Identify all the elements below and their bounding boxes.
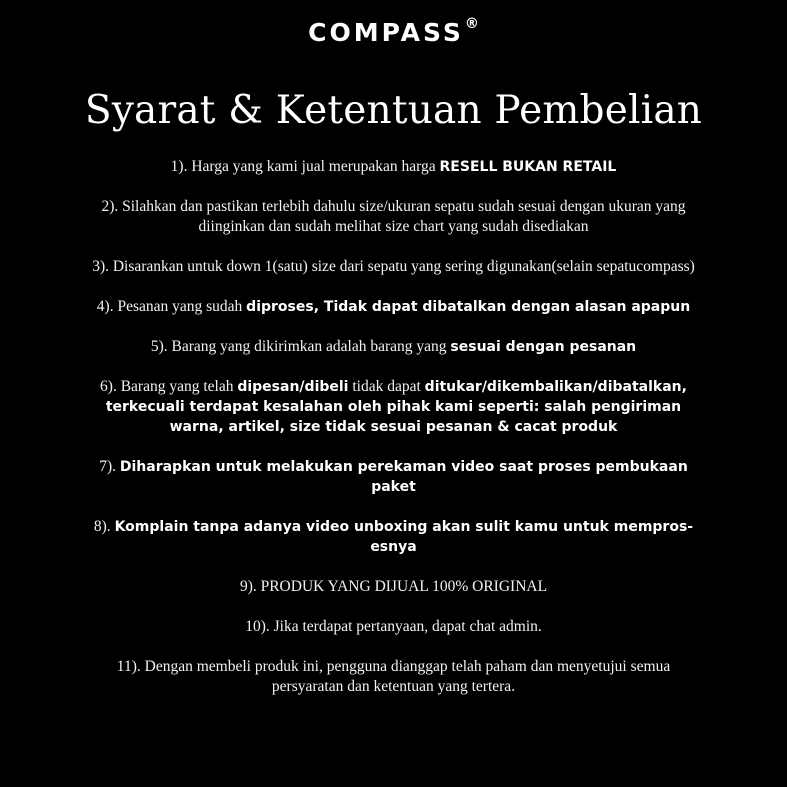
term-text: 1). Harga yang kami jual merupakan harga bbox=[170, 158, 440, 175]
term-text: 2). Silahkan dan pastikan terlebih dahulu size/ukuran sepatu sudah sesuai dengan ukuran yang diinginkan dan sudah melihat size chart yang sudah disediakan bbox=[101, 198, 686, 235]
term-item bbox=[90, 297, 697, 317]
term-text: 5). Barang yang dikirimkan adalah barang yang bbox=[150, 338, 451, 355]
brand-logo bbox=[0, 18, 787, 47]
term-item bbox=[90, 617, 697, 637]
term-text-bold: RESELL BUKAN RETAIL bbox=[439, 159, 617, 175]
term-item bbox=[90, 657, 697, 697]
term-text-bold: ditukar/dikembalikan/dibatalkan, terkecuali terdapat kesalahan oleh pihak kami seperti: salah pengiriman warna, artikel, size tidak sesuai pesanan & cacat produk bbox=[105, 379, 687, 435]
term-item bbox=[90, 157, 697, 177]
term-text-bold: sesuai dengan pesanan bbox=[450, 339, 637, 355]
term-text: 6). Barang yang telah bbox=[100, 378, 238, 395]
registered-mark: ® bbox=[464, 16, 479, 32]
term-text-bold: dipesan/dibeli bbox=[237, 379, 349, 395]
term-item bbox=[90, 377, 697, 437]
page-title: Syarat & Ketentuan Pembelian bbox=[84, 88, 703, 133]
terms-list bbox=[90, 157, 697, 717]
term-text-bold: Diharapkan untuk melakukan perekaman video saat proses pembukaan paket bbox=[119, 459, 688, 495]
term-text-bold: Komplain tanpa adanya video unboxing akan sulit kamu untuk mempros-esnya bbox=[114, 519, 694, 555]
term-text-bold: diproses, Tidak dapat dibatalkan dengan alasan apapun bbox=[246, 299, 691, 315]
term-text: 10). Jika terdapat pertanyaan, dapat chat admin. bbox=[245, 618, 542, 635]
term-item bbox=[90, 517, 697, 557]
term-item bbox=[90, 337, 697, 357]
term-text: 11). Dengan membeli produk ini, pengguna dianggap telah paham dan menyetujui semua persyaratan dan ketentuan yang tertera. bbox=[116, 658, 671, 695]
term-text: 7). bbox=[99, 458, 120, 475]
term-text: 8). bbox=[93, 518, 115, 535]
term-item bbox=[90, 197, 697, 237]
term-text: 9). PRODUK YANG DIJUAL 100% ORIGINAL bbox=[239, 578, 548, 595]
term-item bbox=[90, 457, 697, 497]
term-text: 3). Disarankan untuk down 1(satu) size dari sepatu yang sering digunakan(selain sepatucompass) bbox=[92, 258, 695, 275]
term-item bbox=[90, 577, 697, 597]
brand-logo-text: COMPASS bbox=[308, 18, 464, 47]
term-text: 4). Pesanan yang sudah bbox=[96, 298, 247, 315]
term-item bbox=[90, 257, 697, 277]
term-text: tidak dapat bbox=[348, 378, 425, 395]
